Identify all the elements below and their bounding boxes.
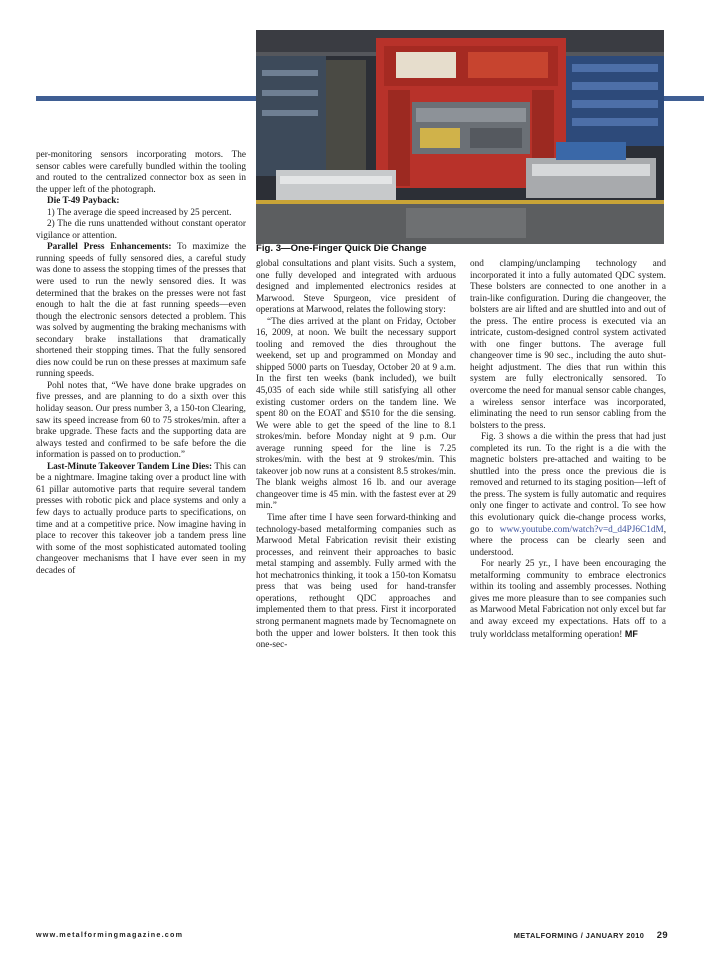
paragraph — [36, 208, 246, 220]
article-column-2 — [256, 259, 456, 652]
run-in-heading: Last-Minute Takeover Tandem Line Dies: — [47, 461, 213, 472]
paragraph-text: “The dies arrived at the plant on Friday, October 16, 2009, at noon. We built the necessary support tooling and removed the dies throughout the weekend, set up and programmed on Monday and shipped 5000 parts on Tuesday, October 20 at 9 a.m. In the first ten weeks (bank included), we built 45,035 of each side while still satisfying all other existing customer orders on the tandem line. We spent 80 on the EOAT and $510 for the die sensing. We were able to get the speed of the line to 8.1 strokes/min. before Monday night at 9 p.m. Our average running speed for the line is 7.25 strokes/min. with the best at 9 strokes/min. This takeover job now runs at a consistent 8.5 strokes/min. The blank weighs almost 16 lb. and our average changeover time is 45 min. with the fastest ever at 29 min.” — [256, 316, 456, 512]
section-rule-left — [36, 96, 256, 101]
paragraph — [36, 381, 246, 462]
run-in-heading: Parallel Press Enhancements: — [47, 242, 172, 253]
figure-caption: Fig. 3—One-Finger Quick Die Change — [256, 243, 427, 254]
paragraph — [36, 242, 246, 381]
paragraph-text: 2) The die runs unattended without constant operator vigilance or attention. — [36, 219, 246, 241]
paragraph — [256, 317, 456, 513]
article-column-3 — [470, 259, 666, 641]
video-link[interactable]: www.youtube.com/watch?v=d_d4PJ6C1dM — [499, 524, 664, 535]
paragraph-text: 1) The average die speed increased by 25 percent. — [47, 207, 232, 218]
die-change-photo — [256, 30, 664, 244]
paragraph-text: Fig. 3 shows a die within the press that had just completed its run. To the right is a die with the magnetic bolsters pre-attached and waiting to be shuttled into the press once the previous die is removed and returned to its staging position—left of the press. The system is fully automatic and requires only one finger to activate and control. To see how this evolutionary quick die-change process works, go to — [470, 432, 666, 535]
paragraph — [470, 559, 666, 641]
paragraph-text: For nearly 25 yr., I have been encouraging the metalforming community to embrace electronics within its tooling and assembly processes. Nothing gives me more pleasure than to see companies such as Marwood Metal Fabrication not only excel but far and away exceed my expectations. Hats off to a truly worldclass metalforming operation! — [470, 559, 666, 640]
footer-website: www.metalformingmagazine.com — [36, 930, 184, 939]
section-rule-right — [664, 96, 704, 101]
paragraph-text: This can be a nightmare. Imagine taking over a product line with 61 pillar automotive parts that require several tandem presses with robotic pick and place systems and only a few days to actually produce parts to specifications, on time and at a competitive price. Now imagine having in place to recover this takeover job a tandem press line with some of the most sophisticated automated tooling changeover mechanisms that I have ever seen in my decades of — [36, 461, 246, 576]
paragraph-text: global consultations and plant visits. Such a system, one fully developed and integrated with arduous designed and implemented electronics resides at Marwood. Steve Spurgeon, vice president of operations at Marwood, relates the following story: — [256, 259, 456, 316]
paragraph-text: , where the process can be clearly seen and understood. — [470, 524, 666, 558]
paragraph-text: ond clamping/unclamping technology and incorporated it into a fully automated QDC system. These bolsters are connected to one another in a train-like configuration. During die changeover, the bolsters are air lifted and are shuttled into and out of the press. The entire process is executed via an intricate, custom-designed control system activated with one finger buttons. The average full changeover time is 90 sec., including the auto shut-height adjustment. The dies that run within this system are fully electronically sensored. To overcome the need for manual sensor cable changes, a wireless sensor interface was incorporated, eliminating the need to run sensor cabling from the bolsters to the press. — [470, 259, 666, 431]
paragraph — [36, 150, 246, 196]
paragraph — [256, 513, 456, 652]
end-of-article-mark: MF — [622, 628, 638, 639]
paragraph-text: Time after time I have seen forward-thinking and technology-based metalforming companies such as Marwood Metal Fabrication revisit their existing processes, and reinvent their approaches to basic metal stamping and assembly. Fully armed with the hot mechatronics thinking, it took a 150-ton Komatsu press that was being used for hand-transfer operations, rethought QDC approaches and implemented them to that press. First it incorporated strong permanent magnets made by Tecnomagnete on both the upper and lower bolsters. It then took this one-sec- — [256, 513, 456, 651]
paragraph — [36, 462, 246, 577]
footer-issue: METALFORMING / JANUARY 2010 — [513, 931, 645, 940]
page-number: 29 — [656, 929, 668, 940]
paragraph — [36, 219, 246, 242]
paragraph-text: per-monitoring sensors incorporating motors. The sensor cables were carefully bundled within the tooling and routed to the centralized connector box as seen in the upper left of the photograph. — [36, 150, 246, 195]
paragraph — [36, 196, 246, 208]
footer-issue-block — [486, 929, 668, 940]
paragraph-text: To maximize the running speeds of fully sensored dies, a careful study was done to assess the stopping times of the presses that were used to run the newly sensored dies. It was determined that the brakes on the presses were not fast enough to halt the die at fast running speeds—even though the electronic sensors detected a problem. This was solved by augmenting the braking mechanisms with secondary brake installations that dramatically shortened their stopping times. That the fully sensored dies now could be run on these presses at maximum safe running speeds. — [36, 242, 247, 380]
run-in-heading: Die T-49 Payback: — [47, 196, 120, 207]
paragraph — [470, 432, 666, 559]
article-column-1 — [36, 150, 246, 577]
paragraph-text: Pohl notes that, “We have done brake upgrades on five presses, and are planning to do a sixth over this holiday season. Our press number 3, a 150-ton Clearing, saw its speed increase from 60 to 75 strokes/min. after a brake upgrade. These facts and the supporting data are always tested and confirmed to be safe before the die information is passed on to production.” — [36, 380, 246, 461]
paragraph — [470, 259, 666, 432]
paragraph — [256, 259, 456, 317]
